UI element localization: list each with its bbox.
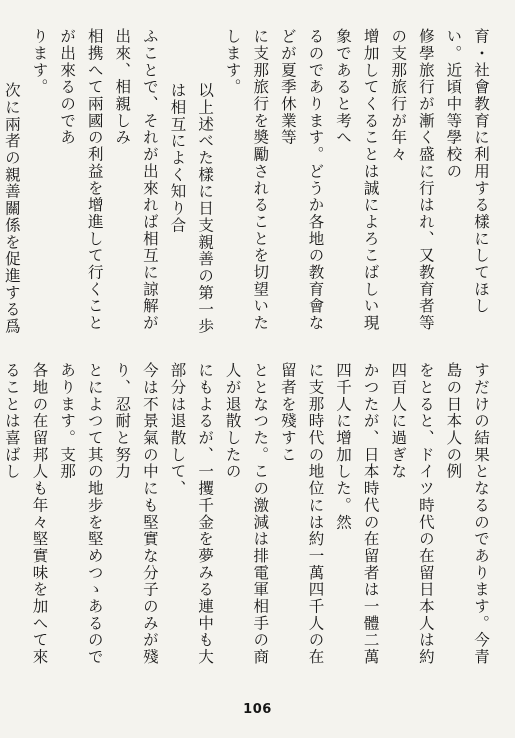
lower-text-column: とによつて其の地步を堅めつゝあるのであります。支那: [58, 362, 104, 666]
lower-text-column: 今は不景氣の中にも堅實な分子のみが殘り、忍耐と努力: [113, 362, 159, 666]
lower-text-column: にもよるが、一攫千金を夢みる連中も大部分は退散して、: [168, 362, 215, 666]
upper-text-column: に支那旅行を奬勵されることを切望いたします。: [223, 28, 270, 332]
upper-text-column: 育・社會教育に利用する樣にしてほしい。近頃中等學校の: [444, 28, 490, 315]
upper-text-column: ふことで、それが出來れば相互に諒解が出來、相親しみ: [113, 28, 159, 332]
upper-text-column: 相携へて兩國の利益を增進して行くことが出來るのであ: [58, 28, 104, 332]
lower-text-column: すだけの結果となるのであります。今青島の日本人の例: [444, 362, 490, 666]
upper-text-column: 修學旅行が漸く盛に行はれ、又教育者等の支那旅行が年々: [389, 28, 435, 332]
half-divider: [18, 349, 497, 350]
upper-text-column: るのであります。どうか各地の教育會などが夏季休業等: [278, 28, 325, 332]
lower-text-column: をとると、ドイツ時代の在留日本人は約四百人に過ぎな: [389, 362, 435, 666]
lower-text-column: かつたが、日本時代の在留者は一體二萬四千人に增加した。然: [334, 362, 380, 666]
upper-text-column: 次に兩者の親善關係を促進する爲: [2, 82, 21, 335]
lower-text-block: [2, 362, 494, 680]
lower-text-column: に支那時代の地位には約一萬四千人の在留者を殘すこ: [278, 362, 325, 666]
lower-text-column: 各地の在留邦人も年々堅實味を加へて來ることは喜ばし: [2, 362, 49, 666]
lower-text-column: ととなつた。この激減は排電軍相手の商人が退散したの: [223, 362, 270, 666]
upper-text-block: [2, 28, 494, 340]
page-number: 106: [243, 702, 272, 717]
upper-text-column: ります。: [30, 28, 49, 96]
upper-text-column: 以上述べた樣に日支親善の第一歩は相互によく知り合: [168, 82, 215, 335]
upper-text-column: 增加してくることは誠によろこばしい現象であると考へ: [334, 28, 380, 332]
